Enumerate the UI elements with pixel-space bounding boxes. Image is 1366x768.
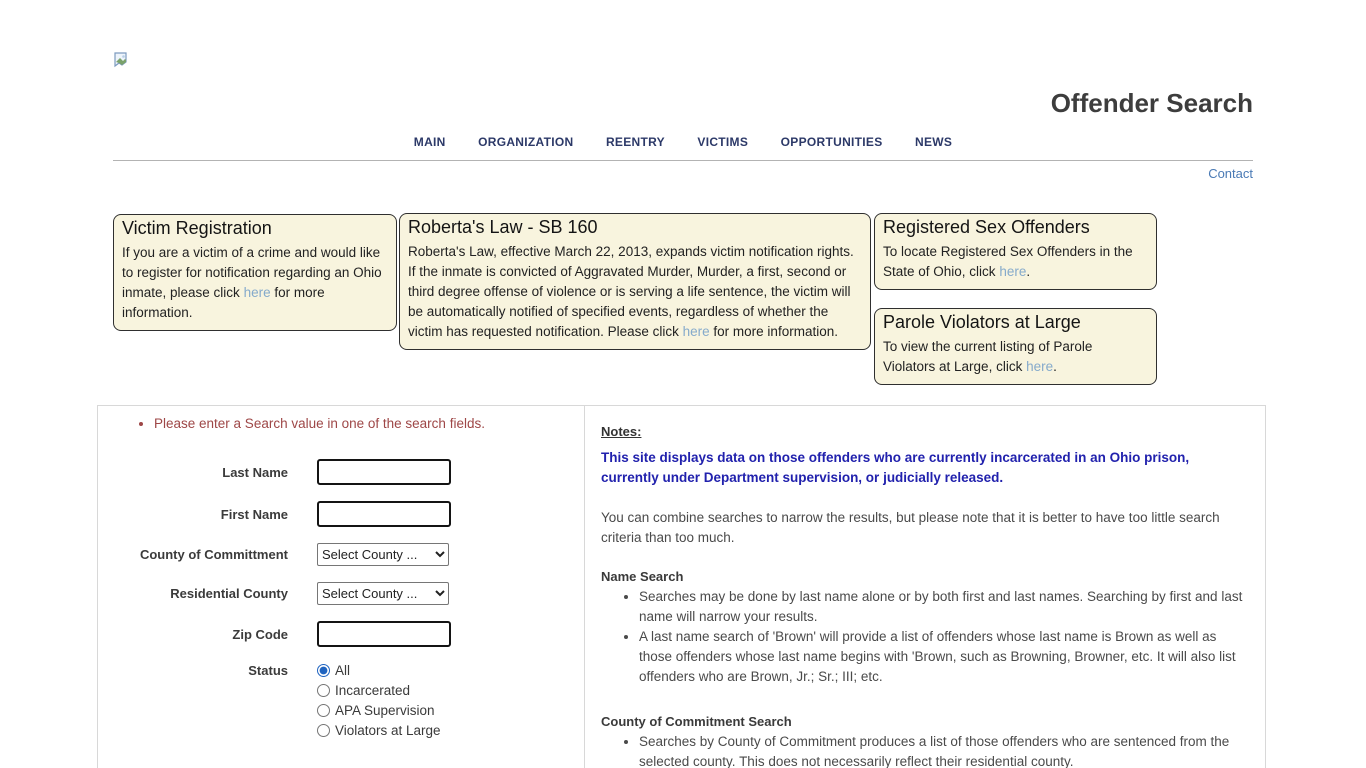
robertas-law-text: Roberta's Law, effective March 22, 2013, expands victim notification rights. If the inmate is convicted of Aggravated Murder, Murder, a first, second or third degree offense of violence or is serving a life sentence, the victim will be automatically notified of specified events, regardless of whether the victim has requested notification. Please click here for more information.: [408, 244, 854, 339]
zip-code-row: [98, 621, 584, 647]
name-search-bullet: • Searches may be done by last name alone or by both first and last names. Searching by first and last name will narrow your results.: [639, 587, 1245, 627]
status-radio-all[interactable]: [317, 664, 330, 677]
contact-link[interactable]: Contact: [1208, 166, 1253, 181]
county-search-heading: County of Commitment Search: [601, 714, 792, 729]
first-name-row: [98, 501, 584, 527]
victim-registration-text: If you are a victim of a crime and would like to register for notification regarding an Ohio inmate, please click here for more information.: [122, 245, 382, 320]
main-nav: [0, 133, 1366, 151]
robertas-law-box: [399, 213, 871, 350]
status-option-all: All: [317, 663, 441, 678]
parole-violators-title: Parole Violators at Large: [883, 312, 1081, 332]
page-title: Offender Search: [1050, 88, 1253, 118]
validation-message: • Please enter a Search value in one of the search fields.: [154, 416, 584, 431]
notes-heading: Notes:: [601, 424, 642, 439]
status-option-apa-supervision: APA Supervision: [317, 703, 441, 718]
parole-violators-here-link[interactable]: here: [1026, 359, 1054, 374]
last-name-input[interactable]: [317, 459, 451, 485]
notes-intro: You can combine searches to narrow the results, but please note that it is better to have too little search criteria than too much.: [601, 510, 1220, 545]
nav-item-victims[interactable]: VICTIMS: [697, 135, 749, 149]
search-form: [98, 406, 585, 768]
first-name-input[interactable]: [317, 501, 451, 527]
status-option-violators-at-large: Violators at Large: [317, 723, 441, 738]
status-radio-apa-supervision[interactable]: [317, 704, 330, 717]
county-search-bullet: • Searches by County of Commitment produces a list of those offenders who are sentenced from the selected county. This does not necessarily reflect their residential county.: [639, 732, 1245, 768]
parole-violators-box: [874, 308, 1157, 385]
victim-registration-title: Victim Registration: [122, 218, 272, 238]
name-search-heading: Name Search: [601, 569, 684, 584]
broken-image-icon: [113, 52, 131, 70]
status-radio-violators-at-large[interactable]: [317, 724, 330, 737]
nav-item-news[interactable]: NEWS: [915, 135, 953, 149]
county-of-committment-label: County of Committment: [139, 547, 288, 562]
county-search-list: [639, 732, 1245, 768]
search-panel: [97, 405, 1266, 768]
county-of-committment-select[interactable]: [317, 543, 449, 566]
parole-violators-text: To view the current listing of Parole Violators at Large, click here.: [883, 339, 1093, 374]
registered-sex-offenders-text: To locate Registered Sex Offenders in the State of Ohio, click here.: [883, 244, 1133, 279]
residential-county-label: Residential County: [170, 586, 288, 601]
nav-item-organization[interactable]: ORGANIZATION: [478, 135, 574, 149]
validation-summary: [154, 416, 584, 431]
status-label: Status: [248, 663, 288, 678]
residential-county-select[interactable]: [317, 582, 449, 605]
registered-sex-offenders-here-link[interactable]: here: [999, 264, 1027, 279]
first-name-label: First Name: [220, 506, 288, 522]
registered-sex-offenders-box: [874, 213, 1157, 290]
residential-county-row: [98, 582, 584, 605]
name-search-list: [639, 587, 1245, 687]
status-option-incarcerated: Incarcerated: [317, 683, 441, 698]
name-search-bullet: • A last name search of 'Brown' will provide a list of offenders whose last name is Brown as well as those offenders whose last name begins with 'Brown, such as Browning, Browner, etc. It will also list offenders who are Brown, Jr.; Sr.; III; etc.: [639, 627, 1245, 687]
notes-highlight: This site displays data on those offenders who are currently incarcerated in an Ohio prison, currently under Department supervision, or judicially released.: [601, 450, 1190, 485]
nav-item-reentry[interactable]: REENTRY: [605, 135, 665, 149]
nav-item-opportunities[interactable]: OPPORTUNITIES: [780, 135, 883, 149]
county-of-committment-row: [98, 543, 584, 566]
zip-code-label: Zip Code: [232, 626, 288, 642]
victim-registration-here-link[interactable]: here: [243, 285, 271, 300]
last-name-label: Last Name: [222, 464, 288, 480]
status-row: [98, 663, 584, 743]
header-divider: [113, 160, 1253, 161]
notes-section: [585, 406, 1265, 768]
status-radio-group: [317, 663, 441, 743]
registered-sex-offenders-title: Registered Sex Offenders: [883, 217, 1090, 237]
victim-registration-box: [113, 214, 397, 331]
status-radio-incarcerated[interactable]: [317, 684, 330, 697]
robertas-law-title: Roberta's Law - SB 160: [408, 217, 598, 237]
nav-item-main[interactable]: MAIN: [413, 135, 446, 149]
robertas-law-here-link[interactable]: here: [682, 324, 710, 339]
last-name-row: [98, 459, 584, 485]
zip-code-input[interactable]: [317, 621, 451, 647]
